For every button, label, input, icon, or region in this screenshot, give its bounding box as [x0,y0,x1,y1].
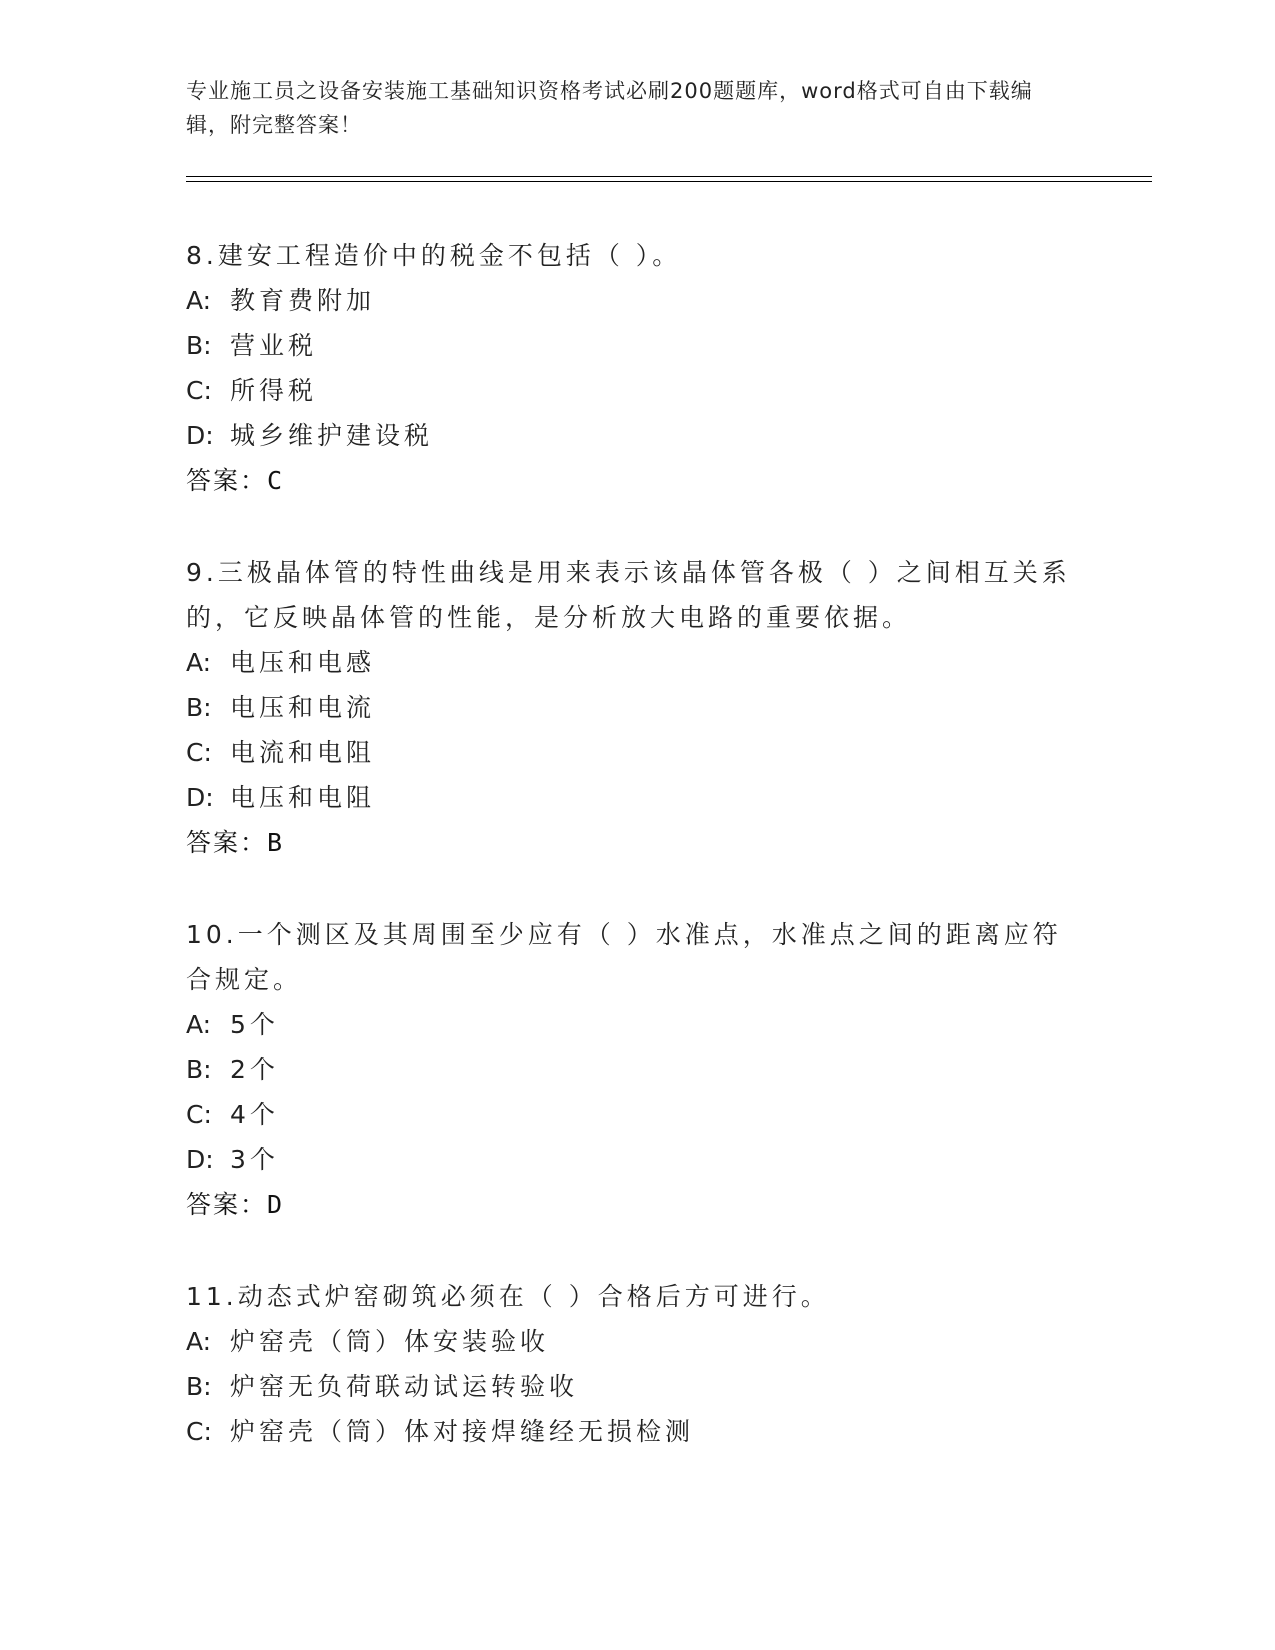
answer-label: 答案： [186,466,268,495]
option-c [186,1092,1086,1137]
option-key: B: [186,331,212,360]
option-text: 5个 [230,1010,279,1039]
option-key: A: [186,286,212,315]
option-text: 营业税 [230,331,318,360]
question-8 [186,233,1086,504]
question-stem: 10.一个测区及其周围至少应有（ ）水准点，水准点之间的距离应符合规定。 [186,920,1062,994]
option-key: C: [186,1417,212,1446]
option-b [186,1047,1086,1092]
answer-line [186,820,1086,866]
option-key: B: [186,1055,212,1084]
question-9 [186,550,1086,866]
option-key: C: [186,376,212,405]
option-text: 电压和电阻 [230,783,376,812]
option-text: 电压和电感 [230,648,376,677]
option-text: 教育费附加 [230,286,376,315]
question-11 [186,1274,1086,1454]
answer-line [186,1182,1086,1228]
option-text: 2个 [230,1055,279,1084]
option-b [186,323,1086,368]
answer-line [186,458,1086,504]
option-text: 3个 [230,1145,279,1174]
question-stem: 8.建安工程造价中的税金不包括（ ）。 [186,241,682,270]
option-text: 炉窑无负荷联动试运转验收 [230,1372,579,1401]
option-key: D: [186,421,214,450]
option-text: 所得税 [230,376,318,405]
document-header: 专业施工员之设备安装施工基础知识资格考试必刷200题题库，word格式可自由下载编辑，附完整答案！ [186,79,1033,137]
question-stem: 9.三极晶体管的特性曲线是用来表示该晶体管各极（ ）之间相互关系的，它反映晶体管的性能，是分析放大电路的重要依据。 [186,558,1071,632]
question-stem: 11.动态式炉窑砌筑必须在（ ）合格后方可进行。 [186,1282,830,1311]
option-key: C: [186,1100,212,1129]
option-c [186,730,1086,775]
option-key: B: [186,693,212,722]
option-key: B: [186,1372,212,1401]
option-key: A: [186,648,212,677]
option-d [186,775,1086,820]
header-divider-top [186,176,1152,177]
option-c [186,1409,1086,1454]
option-text: 炉窑壳（筒）体对接焊缝经无损检测 [230,1417,695,1446]
answer-value: B [267,828,283,857]
option-key: D: [186,1145,214,1174]
answer-label: 答案： [186,828,268,857]
option-b [186,685,1086,730]
header-divider-bottom [186,181,1152,182]
answer-value: C [267,466,283,495]
option-a [186,640,1086,685]
option-key: A: [186,1010,212,1039]
option-text: 城乡维护建设税 [230,421,434,450]
option-d [186,413,1086,458]
option-c [186,368,1086,413]
answer-value: D [267,1190,283,1219]
option-text: 电压和电流 [230,693,376,722]
question-list [186,233,1086,1500]
option-b [186,1364,1086,1409]
option-text: 炉窑壳（筒）体安装验收 [230,1327,550,1356]
option-text: 电流和电阻 [230,738,376,767]
option-a [186,278,1086,323]
question-10 [186,912,1086,1228]
option-a [186,1319,1086,1364]
option-a [186,1002,1086,1047]
option-key: A: [186,1327,212,1356]
option-key: C: [186,738,212,767]
option-text: 4个 [230,1100,279,1129]
option-d [186,1137,1086,1182]
option-key: D: [186,783,214,812]
answer-label: 答案： [186,1190,268,1219]
